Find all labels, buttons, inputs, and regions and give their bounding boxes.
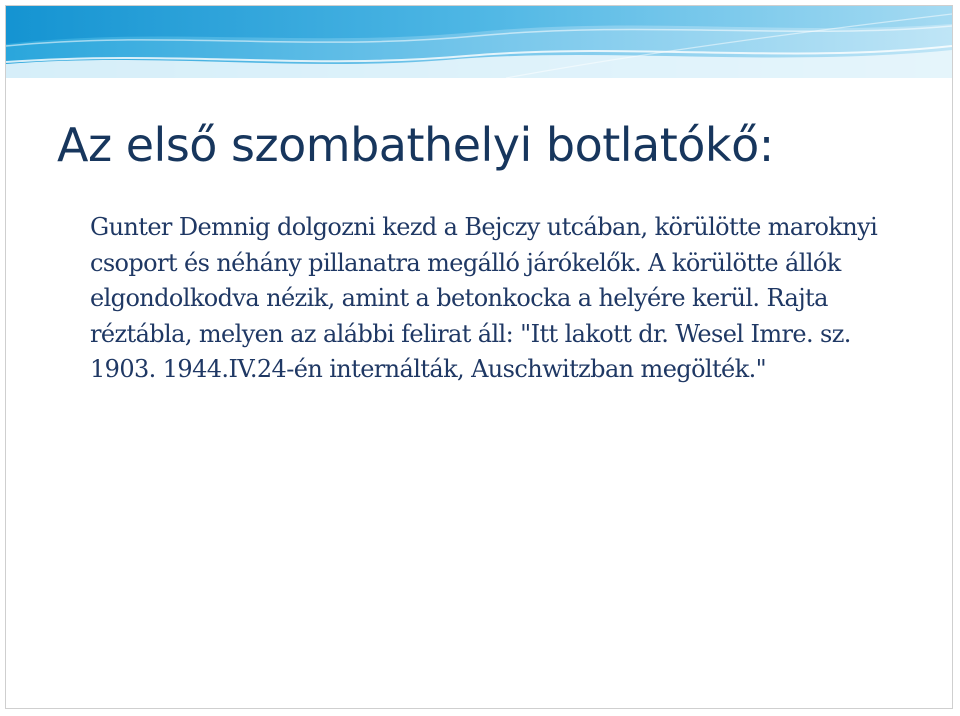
- slide-title: Az első szombathelyi botlatókő:: [57, 118, 774, 172]
- slide-body-text: Gunter Demnig dolgozni kezd a Bejczy utcában, körülötte maroknyi csoport és néhány pillanatra megálló járókelők. A körülötte állók elgondolkodva nézik, amint a betonkocka a helyére kerül. Rajta réztábla, melyen az alábbi felirat áll: "Itt lakott dr. Wesel Imre. sz. 1903. 1944.IV.24-én internálták, Auschwitzban megölték.": [90, 213, 878, 383]
- wave-decoration: [6, 6, 952, 78]
- header-wave-band: [6, 6, 952, 78]
